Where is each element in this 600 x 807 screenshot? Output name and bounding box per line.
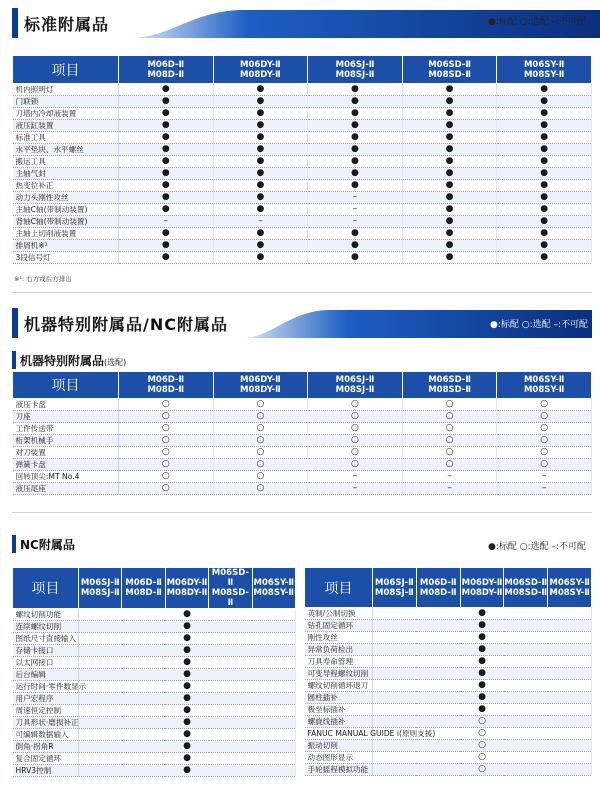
row-label: 主轴上切削液装置 — [13, 228, 119, 240]
nc-accessories-table-left — [12, 567, 296, 777]
availability-mark: ● — [79, 705, 296, 717]
table-row — [13, 252, 592, 264]
table-row — [13, 120, 592, 132]
special-accessories-table — [12, 371, 592, 495]
availability-mark: ● — [213, 180, 308, 192]
availability-mark: – — [308, 471, 403, 483]
availability-mark: ○ — [497, 435, 592, 447]
availability-mark: ● — [79, 729, 296, 741]
availability-mark: ● — [373, 656, 592, 668]
model-header: M06SY-Ⅱ M08SY-Ⅱ — [548, 568, 592, 608]
row-label: 刀具寿命管理 — [305, 656, 373, 668]
availability-mark: – — [308, 216, 403, 228]
availability-mark: ● — [402, 84, 497, 96]
row-label: 机内照明灯 — [13, 84, 119, 96]
model-header: M06SJ-Ⅱ M08SJ-Ⅱ — [373, 568, 417, 608]
row-label: 后台编辑 — [13, 669, 79, 681]
availability-mark: ● — [497, 252, 592, 264]
availability-mark: ● — [213, 156, 308, 168]
availability-mark: ● — [402, 132, 497, 144]
availability-mark: ● — [213, 84, 308, 96]
row-label: 热变位补正 — [13, 180, 119, 192]
row-label: 复合固定循环 — [13, 753, 79, 765]
availability-mark: ● — [497, 228, 592, 240]
row-label: 搬运工具 — [13, 156, 119, 168]
availability-mark: ○ — [497, 459, 592, 471]
row-label: 螺纹切削循环退刀 — [305, 680, 373, 692]
table-row — [305, 656, 592, 668]
availability-mark: ● — [79, 657, 296, 669]
availability-mark: ● — [79, 681, 296, 693]
availability-mark: ○ — [308, 435, 403, 447]
table-row — [13, 483, 592, 495]
availability-mark: ● — [308, 156, 403, 168]
table-row — [305, 752, 592, 764]
header-item: 项目 — [13, 568, 79, 609]
model-header: M06SD-Ⅱ M08SD-Ⅱ — [402, 372, 497, 399]
table-row — [13, 228, 592, 240]
row-label: 螺旋线插补 — [305, 716, 373, 728]
availability-mark: ● — [497, 84, 592, 96]
availability-mark: – — [119, 216, 214, 228]
availability-mark: ● — [79, 765, 296, 777]
availability-mark: ● — [79, 609, 296, 621]
availability-mark: ● — [213, 144, 308, 156]
availability-mark: ● — [497, 216, 592, 228]
availability-mark: ● — [119, 168, 214, 180]
model-header: M06DY-Ⅱ M08DY-Ⅱ — [213, 56, 308, 84]
row-label: 刚性攻丝 — [305, 632, 373, 644]
availability-mark: ● — [213, 204, 308, 216]
model-header: M06D-Ⅱ M08D-Ⅱ — [416, 568, 460, 608]
availability-mark: ● — [308, 168, 403, 180]
availability-mark: ○ — [373, 728, 592, 740]
row-label: 主轴C轴(带制动装置) — [13, 204, 119, 216]
availability-mark: ● — [402, 252, 497, 264]
availability-mark: ● — [402, 192, 497, 204]
table-row — [13, 144, 592, 156]
availability-mark: ● — [402, 240, 497, 252]
table-row — [13, 84, 592, 96]
availability-mark: ○ — [308, 447, 403, 459]
section-divider — [12, 512, 592, 513]
availability-mark: ○ — [308, 459, 403, 471]
availability-mark: ○ — [213, 447, 308, 459]
availability-mark: ○ — [308, 423, 403, 435]
standard-accessories-table — [12, 55, 592, 264]
table-row — [305, 668, 592, 680]
availability-mark: – — [308, 483, 403, 495]
availability-mark: ● — [497, 96, 592, 108]
availability-mark: ● — [308, 180, 403, 192]
availability-mark: ○ — [119, 399, 214, 411]
table-row — [305, 728, 592, 740]
availability-mark: ● — [119, 156, 214, 168]
row-label: 图纸尺寸直接输入 — [13, 633, 79, 645]
section-title: 机器特别附属品/NC附属品 — [24, 315, 228, 334]
row-label: 可编辑数据输入 — [13, 729, 79, 741]
row-label: 异常负荷检出 — [305, 644, 373, 656]
row-label: 液压缸装置 — [13, 120, 119, 132]
availability-mark: ○ — [119, 447, 214, 459]
table-row — [13, 180, 592, 192]
availability-mark: ● — [119, 192, 214, 204]
availability-mark: ○ — [402, 399, 497, 411]
availability-mark: – — [308, 204, 403, 216]
section-title: NC附属品 — [20, 538, 75, 552]
row-label: 倒角·拐角R — [13, 741, 79, 753]
table-row — [13, 609, 296, 621]
row-label: 刀具形状·磨损补正 — [13, 717, 79, 729]
table-row — [13, 411, 592, 423]
table-row — [13, 753, 296, 765]
table-row — [305, 764, 592, 776]
table-row — [13, 765, 296, 777]
availability-mark: ○ — [497, 423, 592, 435]
row-label: 螺纹切削功能 — [13, 609, 79, 621]
availability-mark: ○ — [213, 399, 308, 411]
row-label: 标准工具 — [13, 132, 119, 144]
availability-mark: ● — [402, 204, 497, 216]
model-header: M06SD-Ⅱ M08SD-Ⅱ — [402, 56, 497, 84]
availability-mark: ● — [79, 669, 296, 681]
availability-mark: ○ — [119, 423, 214, 435]
row-label: 工件传送带 — [13, 423, 119, 435]
availability-mark: ○ — [373, 716, 592, 728]
availability-mark: ● — [213, 228, 308, 240]
row-label: 刀座 — [13, 411, 119, 423]
subsection-accent-bar — [12, 351, 16, 369]
table-row — [305, 692, 592, 704]
row-label: 钻孔固定循环 — [305, 620, 373, 632]
availability-mark: ● — [79, 717, 296, 729]
row-label: 英制/公制切换 — [305, 608, 373, 620]
row-label: 3段信号灯 — [13, 252, 119, 264]
availability-mark: ● — [119, 252, 214, 264]
table-row — [305, 704, 592, 716]
subsection-banner — [12, 351, 142, 369]
availability-mark: ● — [213, 192, 308, 204]
section-divider — [12, 292, 592, 293]
row-label: 液压尾座 — [13, 483, 119, 495]
model-header: M06D-Ⅱ M08D-Ⅱ — [119, 372, 214, 399]
availability-mark: ● — [373, 680, 592, 692]
availability-mark: ○ — [213, 423, 308, 435]
availability-mark: ○ — [497, 447, 592, 459]
availability-mark: ● — [79, 633, 296, 645]
row-label: 动力头刚性攻丝 — [13, 192, 119, 204]
availability-mark: ○ — [308, 399, 403, 411]
header-item: 项目 — [13, 56, 119, 84]
table-row — [13, 669, 296, 681]
table-row — [305, 632, 592, 644]
model-header: M06D-Ⅱ M08D-Ⅱ — [122, 568, 165, 609]
availability-mark: ● — [213, 120, 308, 132]
table-row — [305, 620, 592, 632]
availability-mark: ● — [373, 620, 592, 632]
availability-mark: ● — [497, 132, 592, 144]
availability-mark: ○ — [402, 435, 497, 447]
availability-mark: ● — [308, 108, 403, 120]
row-label: 用户宏程序 — [13, 693, 79, 705]
section-title: 标准附属品 — [24, 15, 110, 34]
availability-mark: ● — [119, 120, 214, 132]
banner-accent-bar — [12, 308, 18, 338]
model-header: M06SY-Ⅱ M08SY-Ⅱ — [252, 568, 295, 609]
availability-mark: ○ — [213, 459, 308, 471]
table-row — [13, 216, 592, 228]
model-header: M06SJ-Ⅱ M08SJ-Ⅱ — [308, 56, 403, 84]
availability-mark: ● — [402, 228, 497, 240]
availability-mark: ● — [402, 180, 497, 192]
availability-mark: – — [497, 483, 592, 495]
table-row — [13, 108, 592, 120]
availability-mark: ○ — [373, 764, 592, 776]
availability-mark: – — [497, 471, 592, 483]
availability-mark: ● — [119, 144, 214, 156]
availability-mark: ● — [402, 168, 497, 180]
availability-mark: ● — [119, 84, 214, 96]
row-label: 回转顶尖:MT No.4 — [13, 471, 119, 483]
row-label: 连续螺纹切削 — [13, 621, 79, 633]
availability-mark: ○ — [119, 411, 214, 423]
availability-mark: – — [402, 471, 497, 483]
table-row — [13, 192, 592, 204]
availability-mark: ● — [497, 168, 592, 180]
availability-mark: ● — [373, 608, 592, 620]
availability-mark: ● — [119, 96, 214, 108]
availability-mark: ○ — [213, 471, 308, 483]
table-row — [13, 204, 592, 216]
availability-mark: ○ — [402, 459, 497, 471]
table-row — [305, 680, 592, 692]
table-row — [13, 399, 592, 411]
model-header: M06DY-Ⅱ M08DY-Ⅱ — [460, 568, 504, 608]
availability-mark: ● — [373, 644, 592, 656]
availability-mark: ● — [402, 96, 497, 108]
row-label: 极坐标插补 — [305, 704, 373, 716]
availability-mark: ○ — [497, 411, 592, 423]
availability-mark: ● — [79, 621, 296, 633]
availability-mark: ● — [213, 96, 308, 108]
row-label: 水平垫块、水平螺丝 — [13, 144, 119, 156]
section-banner-nc — [12, 535, 112, 553]
availability-mark: ○ — [213, 411, 308, 423]
availability-mark: ● — [119, 108, 214, 120]
availability-mark: ● — [308, 120, 403, 132]
banner-accent-bar — [12, 8, 18, 38]
availability-mark: ● — [79, 741, 296, 753]
availability-mark: ○ — [402, 447, 497, 459]
table-row — [13, 240, 592, 252]
availability-mark: ● — [497, 204, 592, 216]
availability-mark: ○ — [497, 399, 592, 411]
row-label: 可变导程螺纹切削 — [305, 668, 373, 680]
model-header: M06SD-Ⅱ M08SD-Ⅱ — [209, 568, 252, 609]
availability-mark: ● — [119, 132, 214, 144]
row-label: 手轮摇程模拟功能 — [305, 764, 373, 776]
subsection-accent-bar — [12, 535, 16, 553]
table-row — [13, 459, 592, 471]
table-row — [13, 681, 296, 693]
header-item: 项目 — [305, 568, 373, 608]
availability-mark: ○ — [308, 411, 403, 423]
model-header: M06DY-Ⅱ M08DY-Ⅱ — [165, 568, 208, 609]
row-label: 周速恒定控制 — [13, 705, 79, 717]
availability-mark: ● — [497, 240, 592, 252]
availability-mark: ● — [402, 108, 497, 120]
row-label: FANUC MANUAL GUIDE i(原则支援) — [305, 728, 373, 740]
availability-mark: ● — [119, 204, 214, 216]
row-label: 刀塔内冷却液装置 — [13, 108, 119, 120]
legend-nc: ●:标配 ○:选配 –:不可配 — [487, 542, 586, 552]
availability-mark: ● — [373, 632, 592, 644]
table-row — [13, 645, 296, 657]
availability-mark: ○ — [402, 411, 497, 423]
availability-mark: ○ — [402, 423, 497, 435]
availability-mark: ● — [308, 144, 403, 156]
availability-mark: ● — [308, 240, 403, 252]
table-row — [13, 132, 592, 144]
availability-mark: ● — [308, 252, 403, 264]
availability-mark: ● — [402, 144, 497, 156]
availability-mark: ● — [213, 108, 308, 120]
availability-mark: ● — [213, 252, 308, 264]
availability-mark: ● — [373, 668, 592, 680]
availability-mark: ● — [497, 156, 592, 168]
table-row — [13, 447, 592, 459]
availability-mark: ● — [213, 168, 308, 180]
availability-mark: ○ — [213, 483, 308, 495]
availability-mark: ● — [213, 240, 308, 252]
availability-mark: ● — [497, 108, 592, 120]
availability-mark: ○ — [373, 740, 592, 752]
availability-mark: ● — [119, 180, 214, 192]
row-label: 振动切削 — [305, 740, 373, 752]
availability-mark: ● — [402, 216, 497, 228]
row-label: 运行时间·零件数显示 — [13, 681, 79, 693]
availability-mark: ● — [79, 693, 296, 705]
table-row — [13, 705, 296, 717]
table-row — [13, 621, 296, 633]
availability-mark: ● — [308, 84, 403, 96]
table-row — [305, 740, 592, 752]
model-header: M06SJ-Ⅱ M08SJ-Ⅱ — [79, 568, 122, 609]
row-label: 对刀装置 — [13, 447, 119, 459]
row-label: 主轴气封 — [13, 168, 119, 180]
table-row — [13, 156, 592, 168]
section-banner-special — [12, 308, 592, 338]
table-row — [13, 633, 296, 645]
availability-mark: ● — [213, 132, 308, 144]
row-label: 弹簧卡盘 — [13, 459, 119, 471]
row-label: 排屑机※¹ — [13, 240, 119, 252]
row-label: 液压卡盘 — [13, 399, 119, 411]
availability-mark: ● — [308, 132, 403, 144]
model-header: M06SD-Ⅱ M08SD-Ⅱ — [504, 568, 548, 608]
table-row — [13, 693, 296, 705]
availability-mark: ● — [373, 704, 592, 716]
row-label: 以太网接口 — [13, 657, 79, 669]
availability-mark: ● — [79, 645, 296, 657]
availability-mark: ○ — [119, 459, 214, 471]
availability-mark: ● — [79, 753, 296, 765]
table-row — [13, 717, 296, 729]
row-label: 门联锁 — [13, 96, 119, 108]
row-label: 动态图形显示 — [305, 752, 373, 764]
availability-mark: ● — [497, 120, 592, 132]
row-label: HRV3控制 — [13, 765, 79, 777]
row-label: 圆柱插补 — [305, 692, 373, 704]
model-header: M06SY-Ⅱ M08SY-Ⅱ — [497, 372, 592, 399]
availability-mark: ○ — [119, 483, 214, 495]
availability-mark: ● — [308, 228, 403, 240]
model-header: M06SY-Ⅱ M08SY-Ⅱ — [497, 56, 592, 84]
legend-standard: ●:标配 ○:选配 –:不可配 — [487, 17, 586, 27]
availability-mark: – — [402, 483, 497, 495]
row-label: 桁架机械手 — [13, 435, 119, 447]
table-row — [13, 471, 592, 483]
availability-mark: ● — [308, 96, 403, 108]
nc-accessories-table-right — [304, 567, 592, 776]
availability-mark: ● — [402, 120, 497, 132]
row-label: 存储卡接口 — [13, 645, 79, 657]
availability-mark: ● — [497, 180, 592, 192]
availability-mark: ● — [497, 144, 592, 156]
table-row — [13, 741, 296, 753]
table-row — [13, 96, 592, 108]
subsection-title: 机器特别附属品(选配) — [20, 354, 127, 368]
availability-mark: ○ — [119, 435, 214, 447]
model-header: M06DY-Ⅱ M08DY-Ⅱ — [213, 372, 308, 399]
row-label: 背轴C轴(带制动装置) — [13, 216, 119, 228]
table-row — [13, 435, 592, 447]
availability-mark: – — [308, 192, 403, 204]
table-row — [13, 168, 592, 180]
availability-mark: ○ — [373, 752, 592, 764]
header-item: 项目 — [13, 372, 119, 399]
availability-mark: ○ — [213, 435, 308, 447]
table-row — [305, 716, 592, 728]
legend-special: ●:标配 ○:选配 –:不可配 — [489, 320, 588, 330]
table-row — [13, 423, 592, 435]
footnote: ※¹: 右方或后方排出 — [14, 275, 72, 283]
availability-mark: ● — [373, 692, 592, 704]
availability-mark: ● — [497, 192, 592, 204]
table-row — [305, 644, 592, 656]
availability-mark: ○ — [119, 471, 214, 483]
model-header: M06D-Ⅱ M08D-Ⅱ — [119, 56, 214, 84]
availability-mark: ● — [119, 228, 214, 240]
availability-mark: – — [213, 216, 308, 228]
model-header: M06SJ-Ⅱ M08SJ-Ⅱ — [308, 372, 403, 399]
table-row — [13, 729, 296, 741]
availability-mark: ● — [119, 240, 214, 252]
table-row — [13, 657, 296, 669]
availability-mark: ● — [402, 156, 497, 168]
table-row — [305, 608, 592, 620]
